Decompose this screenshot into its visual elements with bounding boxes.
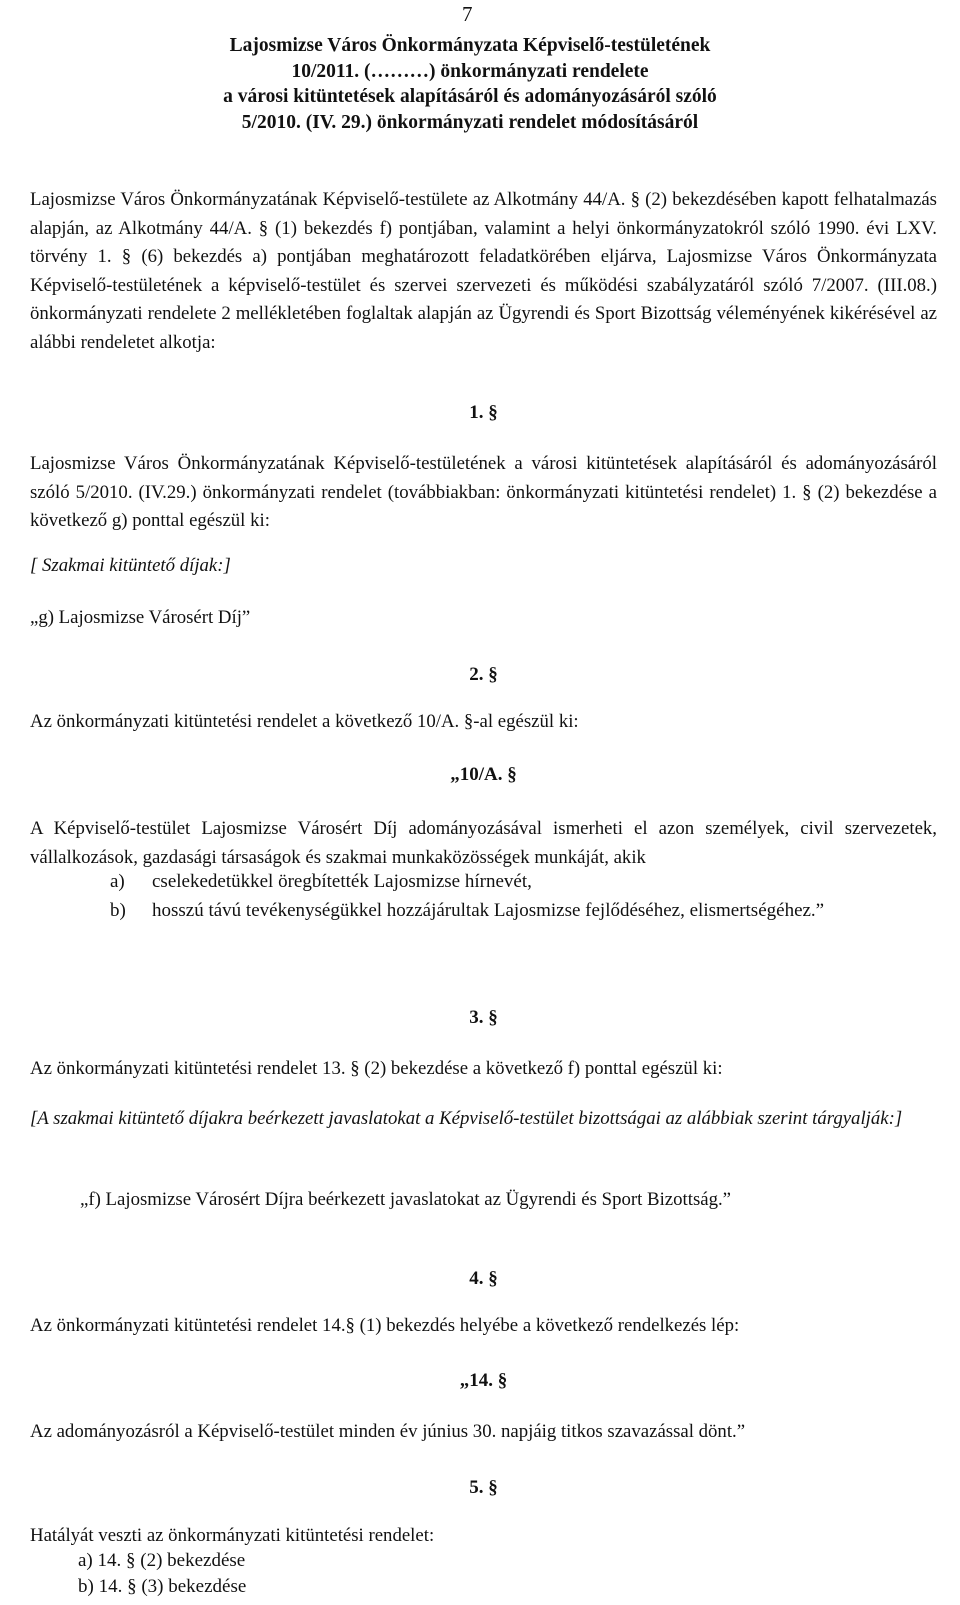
document-title (180, 33, 760, 135)
section-heading: 5. § (469, 1477, 498, 1498)
list-item: b) 14. § (3) bekezdése (78, 1576, 247, 1597)
preamble: Lajosmizse Város Önkormányzatának Képviselő-testülete az Alkotmány 44/A. § (2) bekezdésében kapott felhatalmazás alapján, az Alkotmány 44/A. § (1) bekezdés f) pontjában, valamint a helyi önkormányzatokról szóló 1990. évi LXV. törvény 1. § (6) bekezdés a) pontjában meghatározott feladatkörében eljárva, Lajosmizse Város Önkormányzata Képviselő-testületének a képviselő-testület és szervei szervezeti és működési szabályzatáról szóló 7/2007. (III.08.) önkormányzati rendelete 2 mellékletében foglaltak alapján az Ügyrendi és Sport Bizottság véleményének kikérésével az alábbi rendeletet alkotja: (30, 189, 937, 353)
section-text: Hatályát veszti az önkormányzati kitüntetési rendelet: (30, 1525, 435, 1546)
title-line: Lajosmizse Város Önkormányzata Képviselő-testületének (229, 35, 711, 56)
section-text: Az önkormányzati kitüntetési rendelet 14.§ (1) bekezdés helyébe a következő rendelkezés lép: (30, 1315, 740, 1336)
list-item (110, 867, 937, 896)
list-item-label: a) (110, 871, 125, 892)
title-line: 10/2011. (………) önkormányzati rendelete (291, 60, 649, 82)
section-text: Az önkormányzati kitüntetési rendelet 13. § (2) bekezdése a következő f) ponttal egészül ki: (30, 1058, 723, 1079)
section-text: Az önkormányzati kitüntetési rendelet a következő 10/A. §-al egészül ki: (30, 711, 579, 732)
item-list (110, 867, 937, 925)
list-item: a) 14. § (2) bekezdése (78, 1550, 246, 1571)
title-line: 5/2010. (IV. 29.) önkormányzati rendelet módosításáról (241, 111, 699, 133)
section-heading: 4. § (469, 1268, 498, 1289)
quoted-provision: „g) Lajosmizse Városért Díj” (30, 607, 251, 628)
italic-note: [A szakmai kitüntető díjakra beérkezett javaslatokat a Képviselő-testület bizottságai az alábbiak szerint tárgyalják:] (30, 1108, 903, 1129)
title-line: a városi kitüntetések alapításáról és adományozásáról szóló (223, 86, 717, 107)
italic-note: [ Szakmai kitüntető díjak:] (30, 555, 231, 576)
list-item-text: cselekedetükkel öregbítették Lajosmizse hírnevét, (152, 871, 532, 892)
subsection-text: A Képviselő-testület Lajosmizse Városért Díj adományozásával ismerheti el azon személyek, civil szervezetek, vállalkozások, gazdasági társaságok és szakmai munkaközösségek munkáját, akik (30, 818, 937, 868)
section-heading: 1. § (469, 402, 498, 423)
section-text: Lajosmizse Város Önkormányzatának Képviselő-testületének a városi kitüntetések alapításáról és adományozásáról szóló 5/2010. (IV.29.) önkormányzati rendelet (továbbiakban: önkormányzati kitüntetési rendelet) 1. § (2) bekezdése a következő g) ponttal egészül ki: (30, 453, 937, 532)
subsection-text: Az adományozásról a Képviselő-testület minden év június 30. napjáig titkos szavazással dönt.” (30, 1421, 746, 1442)
section-heading: 2. § (469, 664, 498, 685)
list-item (110, 896, 937, 925)
list-item-label: b) (110, 900, 126, 921)
list-item-text: hosszú távú tevékenységükkel hozzájárultak Lajosmizse fejlődéséhez, elismertségéhez.” (152, 900, 825, 921)
page-number: 7 (462, 2, 473, 26)
subsection-heading: „10/A. § (450, 764, 517, 785)
subsection-heading: „14. § (459, 1370, 508, 1391)
section-heading: 3. § (469, 1007, 498, 1028)
quoted-provision: „f) Lajosmizse Városért Díjra beérkezett javaslatokat az Ügyrendi és Sport Bizottság.” (80, 1189, 732, 1210)
